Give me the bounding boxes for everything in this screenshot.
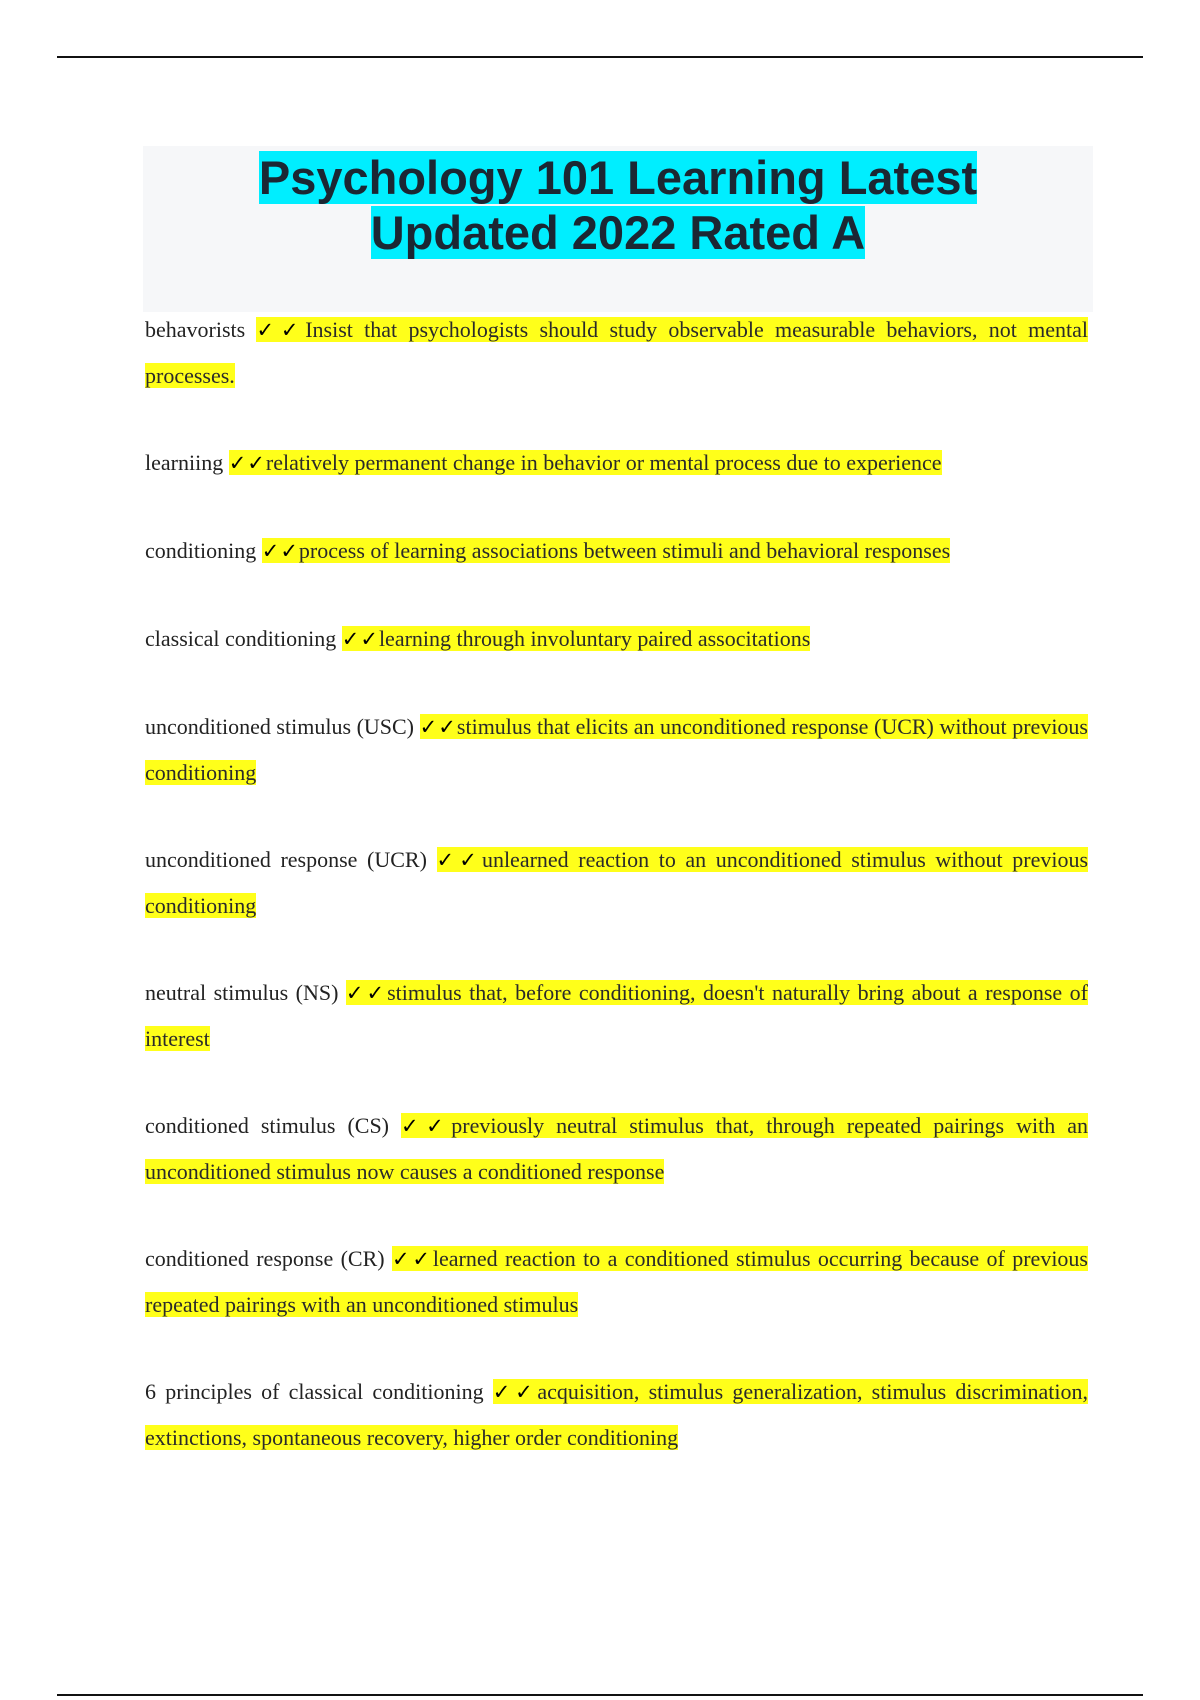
double-check-icon: ✓✓: [256, 318, 306, 342]
page-title: [143, 146, 1093, 260]
definition-text: learning through involuntary paired associtations: [378, 626, 811, 651]
definition-text: previously neutral stimulus that, through repeated pairings with an unconditioned stimulus now causes a conditioned response: [145, 1113, 1089, 1184]
entry-term: learniing: [145, 450, 224, 475]
definition-text: stimulus that elicits an unconditioned response (UCR) without previous conditioning: [145, 714, 1088, 785]
entry-definition: [342, 626, 811, 651]
flashcard-entry: [145, 1103, 1088, 1194]
entry-term: classical conditioning: [145, 626, 337, 651]
entry-definition: [262, 538, 950, 563]
entry-term: conditioning: [145, 538, 257, 563]
entry-term: behavorists: [145, 317, 246, 342]
definition-text: process of learning associations between stimuli and behavioral responses: [298, 538, 951, 563]
entry-term: unconditioned stimulus (USC): [145, 714, 415, 739]
double-check-icon: ✓✓: [436, 848, 482, 872]
flashcard-entry: [145, 528, 1088, 574]
definition-text: learned reaction to a conditioned stimulus occurring because of previous repeated pairings with an unconditioned stimulus: [145, 1246, 1088, 1317]
entry-term: unconditioned response (UCR): [145, 847, 427, 872]
flashcard-entry: [145, 837, 1088, 928]
flashcard-entry: [145, 970, 1088, 1061]
title-line-2: Updated 2022 Rated A: [370, 206, 866, 259]
entry-term: neutral stimulus (NS): [145, 980, 339, 1005]
definition-text: relatively permanent change in behavior or mental process due to experience: [265, 450, 942, 475]
flashcard-entry: [145, 704, 1088, 795]
definition-text: unlearned reaction to an unconditioned stimulus without previous conditioning: [145, 847, 1089, 918]
definition-text: Insist that psychologists should study observable measurable behaviors, not mental processes.: [145, 317, 1088, 388]
entry-term: conditioned response (CR): [145, 1246, 385, 1271]
definition-text: acquisition, stimulus generalization, stimulus discrimination, extinctions, spontaneous recovery, higher order conditioning: [145, 1379, 1089, 1450]
top-rule: [57, 56, 1143, 58]
flashcard-entry: [145, 616, 1088, 662]
entry-definition: [229, 450, 942, 475]
double-check-icon: ✓✓: [492, 1380, 538, 1404]
double-check-icon: ✓✓: [228, 451, 266, 475]
double-check-icon: ✓✓: [345, 981, 388, 1005]
double-check-icon: ✓✓: [261, 539, 299, 563]
bottom-rule: [57, 1694, 1143, 1696]
title-banner: [143, 146, 1093, 312]
flashcard-list: [145, 307, 1088, 1502]
flashcard-entry: [145, 307, 1088, 398]
flashcard-entry: [145, 1236, 1088, 1327]
double-check-icon: ✓✓: [401, 1114, 452, 1138]
entry-definition: [145, 317, 1088, 388]
flashcard-entry: [145, 1369, 1088, 1460]
double-check-icon: ✓✓: [341, 627, 379, 651]
double-check-icon: ✓✓: [391, 1247, 433, 1271]
title-line-1: Psychology 101 Learning Latest: [258, 151, 978, 204]
double-check-icon: ✓✓: [419, 715, 457, 739]
entry-term: conditioned stimulus (CS): [145, 1113, 390, 1138]
flashcard-entry: [145, 440, 1088, 486]
entry-term: 6 principles of classical conditioning: [145, 1379, 484, 1404]
definition-text: stimulus that, before conditioning, doesn't naturally bring about a response of interest: [145, 980, 1088, 1051]
